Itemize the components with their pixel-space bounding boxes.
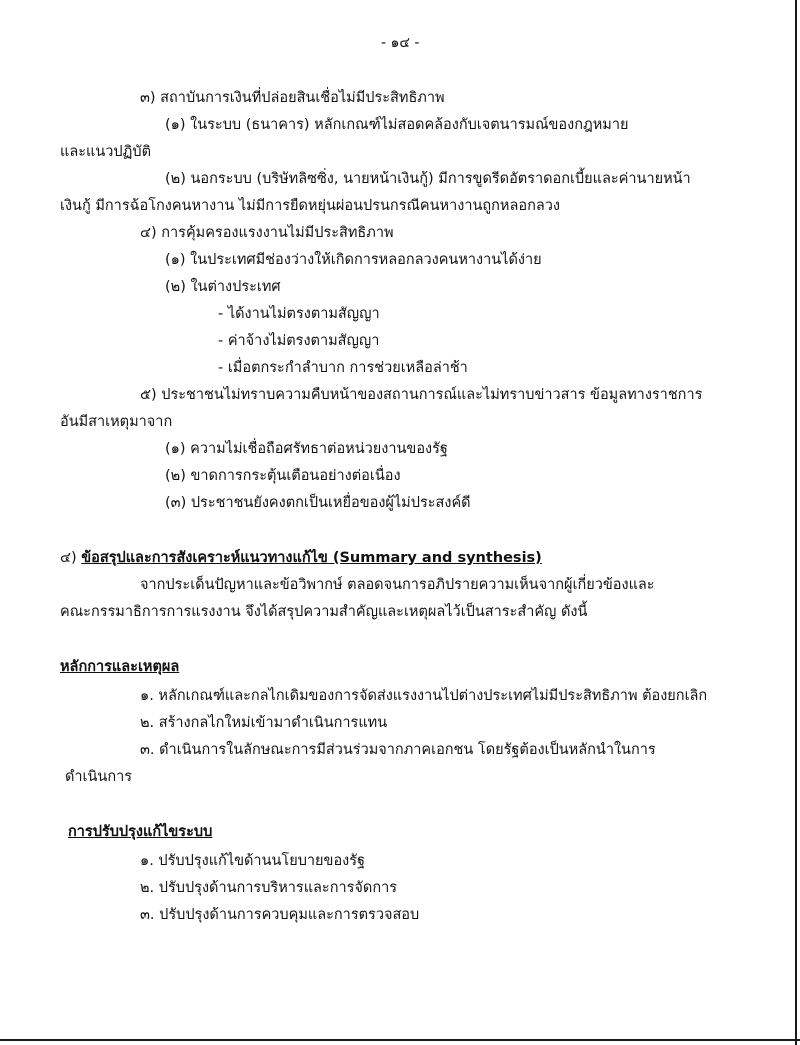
item-5-1: (๑) ความไม่เชื่อถือศรัทธาต่อหน่วยงานของรัฐ — [165, 441, 448, 457]
item-3-heading: ๓) สถาบันการเงินที่ปล่อยสินเชื่อไม่มีประสิทธิภาพ — [140, 90, 445, 106]
reform-item-3: ๓. ปรับปรุงด้านการควบคุมและการตรวจสอบ — [140, 907, 420, 923]
item-5-2: (๒) ขาดการกระตุ้นเตือนอย่างต่อเนื่อง — [165, 468, 401, 484]
reform-item-2: ๒. ปรับปรุงด้านการบริหารและการจัดการ — [140, 880, 398, 896]
principles-heading: หลักการและเหตุผล — [60, 659, 180, 675]
section-4-heading: ข้อสรุปและการสังเคราะห์แนวทางแก้ไข (Summary and synthesis) — [81, 550, 542, 566]
item-5-line-1: ๕) ประชาชนไม่ทราบความคืบหน้าของสถานการณ์และไม่ทราบข่าวสาร ข้อมูลทางราชการ — [140, 387, 703, 403]
principles-item-1: ๑. หลักเกณฑ์และกลไกเดิมของการจัดส่งแรงงานไปต่างประเทศไม่มีประสิทธิภาพ ต้องยกเลิก — [140, 688, 708, 704]
item-3-1-line-2: และแนวปฏิบัติ — [60, 144, 151, 160]
section-4-title — [60, 548, 542, 568]
item-3-2-line-2: เงินกู้ มีการฉ้อโกงคนหางาน ไม่มีการยืดหยุ่นผ่อนปรนกรณีคนหางานถูกหลอกลวง — [60, 198, 560, 214]
section-4-paragraph-line-1: จากประเด็นปัญหาและข้อวิพากษ์ ตลอดจนการอภิปรายความเห็นจากผู้เกี่ยวข้องและ — [140, 577, 655, 593]
page-number: - ๑๔ - — [381, 35, 420, 51]
item-4-1: (๑) ในประเทศมีช่องว่างให้เกิดการหลอกลวงคนหางานได้ง่าย — [165, 252, 542, 268]
reform-item-1: ๑. ปรับปรุงแก้ไขด้านนโยบายของรัฐ — [140, 853, 366, 869]
reform-heading: การปรับปรุงแก้ไขระบบ — [68, 824, 213, 840]
item-5-3: (๓) ประชาชนยังคงตกเป็นเหยื่อของผู้ไม่ประสงค์ดี — [165, 495, 471, 511]
principles-item-3-line-1: ๓. ดำเนินการในลักษณะการมีส่วนร่วมจากภาคเอกชน โดยรัฐต้องเป็นหลักนำในการ — [140, 742, 656, 758]
item-5-line-2: อันมีสาเหตุมาจาก — [60, 414, 173, 430]
item-3-2-line-1: (๒) นอกระบบ (บริษัทลิซซิ่ง, นายหน้าเงินกู้) มีการขูดรีดอัตราดอกเบี้ยและค่านายหน้า — [165, 171, 691, 187]
section-4-number: ๔) — [60, 550, 77, 566]
section-4-paragraph-line-2: คณะกรรมาธิการการแรงงาน จึงได้สรุปความสำคัญและเหตุผลไว้เป็นสาระสำคัญ ดังนี้ — [60, 604, 588, 620]
scan-edge-bottom — [0, 1039, 800, 1041]
item-4-2-bullet-2: - ค่าจ้างไม่ตรงตามสัญญา — [218, 333, 380, 349]
item-4-2-bullet-3: - เมื่อตกระกำลำบาก การช่วยเหลือล่าช้า — [218, 360, 468, 376]
principles-item-3-line-2: ดำเนินการ — [65, 769, 133, 785]
principles-item-2: ๒. สร้างกลไกใหม่เข้ามาดำเนินการแทน — [140, 715, 388, 731]
item-4-heading: ๔) การคุ้มครองแรงงานไม่มีประสิทธิภาพ — [140, 225, 394, 241]
item-4-2: (๒) ในต่างประเทศ — [165, 279, 281, 295]
item-4-2-bullet-1: - ได้งานไม่ตรงตามสัญญา — [218, 306, 380, 322]
scan-edge-right — [795, 0, 797, 1045]
item-3-1-line-1: (๑) ในระบบ (ธนาคาร) หลักเกณฑ์ไม่สอดคล้องกับเจตนารมณ์ของกฎหมาย — [165, 117, 629, 133]
